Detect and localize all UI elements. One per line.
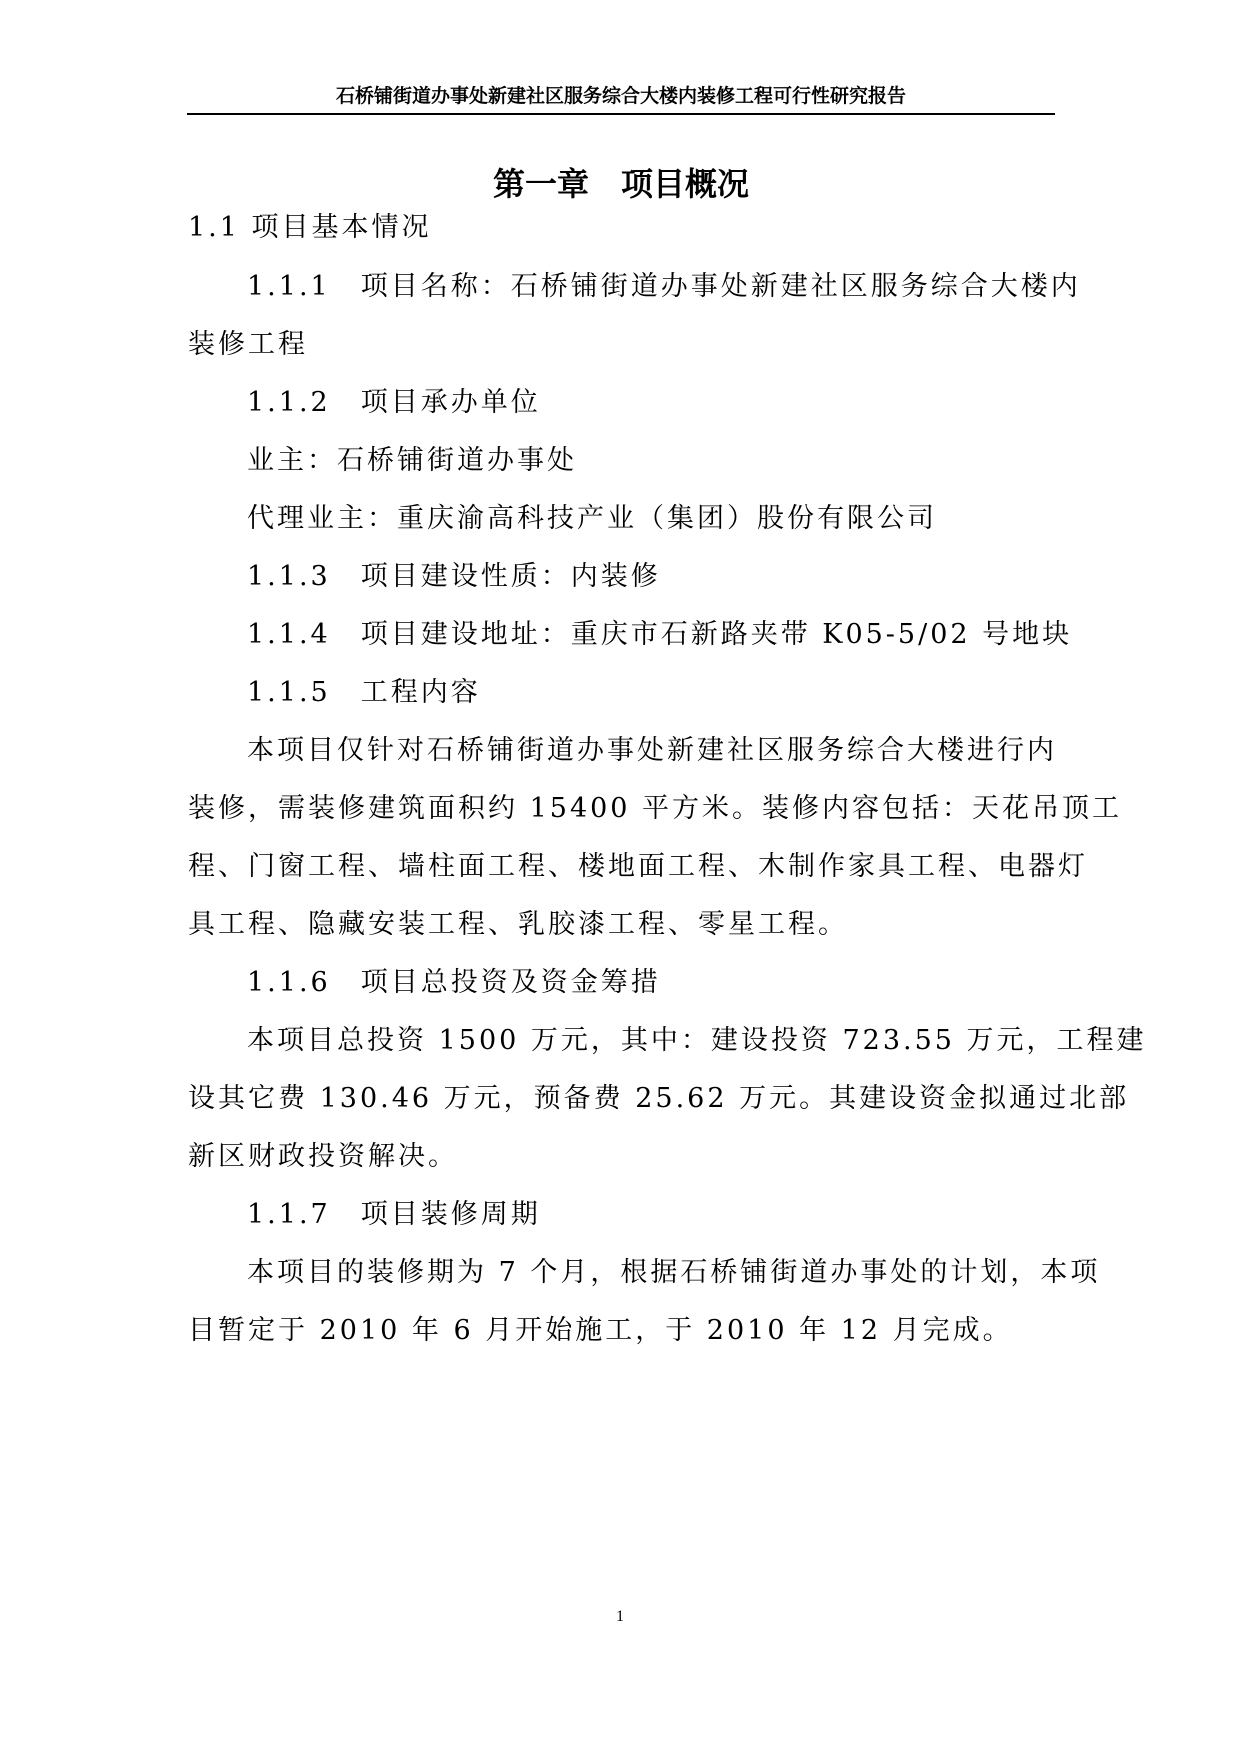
- agent-owner-line: 代理业主：重庆渝高科技产业（集团）股份有限公司: [247, 503, 937, 534]
- investment-paragraph-line-2: 设其它费 130.46 万元，预备费 25.62 万元。其建设资金拟通过北部: [188, 1083, 1130, 1114]
- page-header: 石桥铺街道办事处新建社区服务综合大楼内装修工程可行性研究报告: [335, 85, 906, 107]
- content-paragraph-line-2: 装修，需装修建筑面积约 15400 平方米。装修内容包括：天花吊顶工: [188, 793, 1123, 824]
- investment-paragraph-line-1: 本项目总投资 1500 万元，其中：建设投资 723.55 万元，工程建: [247, 1025, 1147, 1056]
- content-paragraph-line-3: 程、门窗工程、墙柱面工程、楼地面工程、木制作家具工程、电器灯: [188, 851, 1088, 882]
- item-1-1-1-project-name: 1.1.1 项目名称：石桥铺街道办事处新建社区服务综合大楼内: [247, 271, 1081, 302]
- item-1-1-1-continued: 装修工程: [188, 329, 308, 360]
- chapter-title: 第一章 项目概况: [492, 165, 749, 203]
- page-number: 1: [616, 1608, 624, 1625]
- item-1-1-2-heading: 1.1.2 项目承办单位: [247, 387, 541, 418]
- header-divider: [187, 113, 1055, 115]
- investment-paragraph-line-3: 新区财政投资解决。: [188, 1141, 458, 1172]
- item-1-1-3-nature: 1.1.3 项目建设性质：内装修: [247, 561, 661, 592]
- section-heading-1-1: 1.1 项目基本情况: [188, 212, 432, 243]
- schedule-paragraph-line-2: 目暂定于 2010 年 6 月开始施工，于 2010 年 12 月完成。: [188, 1315, 1013, 1346]
- item-1-1-4-address: 1.1.4 项目建设地址：重庆市石新路夹带 K05-5/02 号地块: [247, 619, 1073, 650]
- item-1-1-7-heading: 1.1.7 项目装修周期: [247, 1199, 541, 1230]
- item-1-1-5-heading: 1.1.5 工程内容: [247, 677, 481, 708]
- schedule-paragraph-line-1: 本项目的装修期为 7 个月，根据石桥铺街道办事处的计划，本项: [247, 1257, 1101, 1288]
- item-1-1-6-heading: 1.1.6 项目总投资及资金筹措: [247, 967, 661, 998]
- content-paragraph-line-1: 本项目仅针对石桥铺街道办事处新建社区服务综合大楼进行内: [247, 735, 1057, 766]
- owner-line: 业主：石桥铺街道办事处: [247, 445, 577, 476]
- content-paragraph-line-4: 具工程、隐藏安装工程、乳胶漆工程、零星工程。: [188, 909, 848, 940]
